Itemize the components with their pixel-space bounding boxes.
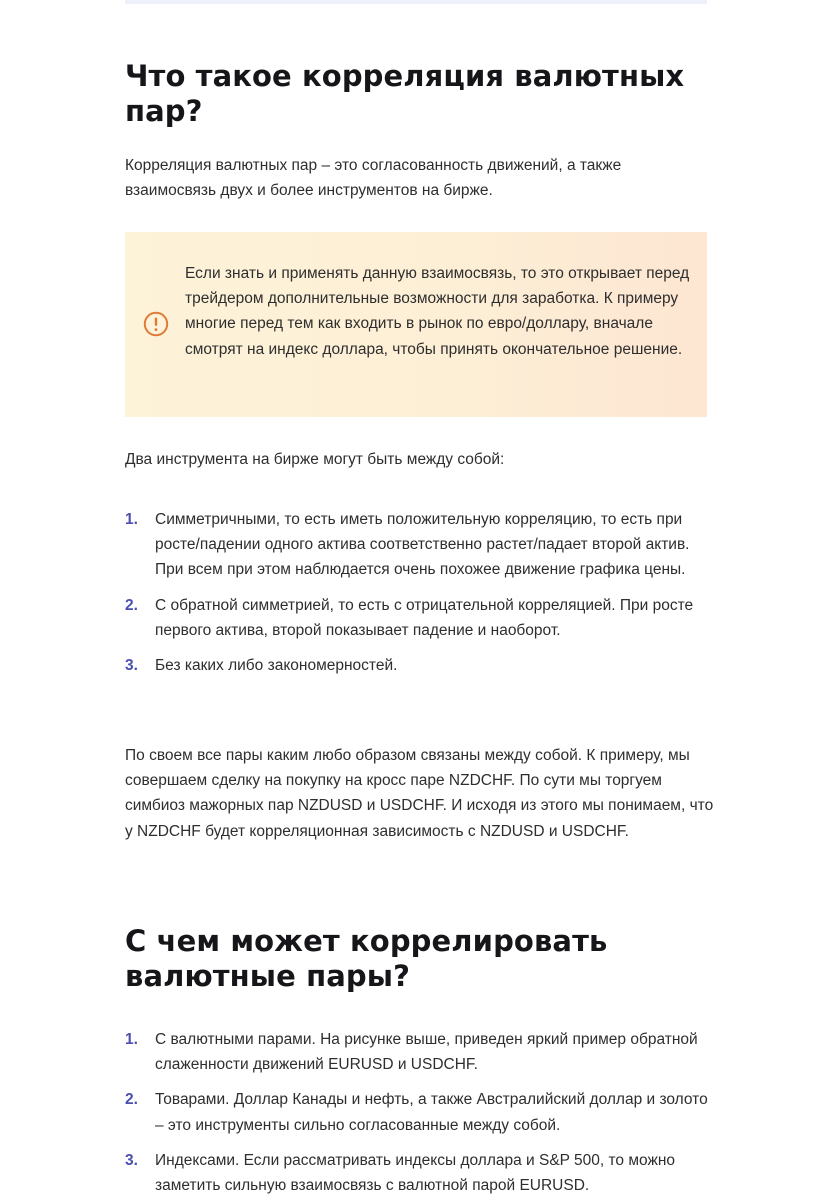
- list-item-number: 3.: [125, 657, 138, 675]
- list-item: [125, 1148, 715, 1198]
- list-item: [125, 1087, 715, 1137]
- conclusion-paragraph: По своем все пары каким любо образом связаны между собой. К примеру, мы совершаем сделку на покупку на кросс паре NZDCHF. По сути мы торгуем симбиоз мажорных пар NZDUSD и USDCHF. И исходя из этого мы понимаем, что у NZDCHF будет корреляционная зависимость с NZDUSD и USDCHF.: [125, 747, 714, 840]
- list-item-text: С обратной симметрией, то есть с отрицательной корреляцией. При росте первого актива, второй показывает падение и наоборот.: [155, 596, 694, 639]
- list-item: [125, 1027, 715, 1077]
- exclamation-circle-icon: [143, 311, 165, 333]
- list-item: [125, 507, 715, 583]
- note-text: Если знать и применять данную взаимосвязь, то это открывает перед трейдером дополнительные возможности для заработка. К примеру многие перед тем как входить в рынок по евро/доллару, вначале смотрят на индекс доллара, чтобы принять окончательное решение.: [185, 265, 690, 358]
- correlation-types-list: [125, 507, 715, 678]
- section-heading-correlation: Что такое корреляция валютных пар?: [125, 59, 685, 128]
- list-item-text: Товарами. Доллар Канады и нефть, а также Австралийский доллар и золото – это инструменты сильно согласованные между собой.: [155, 1091, 708, 1134]
- list-item-number: 2.: [125, 596, 138, 614]
- correlate-with-list: [125, 1027, 715, 1198]
- list-item-number: 1.: [125, 1031, 138, 1048]
- intro-paragraph: Корреляция валютных пар – это согласованность движений, а также взаимосвязь двух и более инструментов на бирже.: [125, 157, 622, 200]
- top-divider-strip: [125, 0, 707, 4]
- list-item-text: Без каких либо закономерностей.: [155, 657, 398, 675]
- list-item-text: Симметричными, то есть иметь положительную корреляцию, то есть при росте/падении одного актива соответственно растет/падает второй актив. При всем при этом наблюдается очень похожее движение графика цены.: [155, 511, 690, 579]
- note-callout: [125, 232, 707, 417]
- list-intro: Два инструмента на бирже могут быть между собой:: [125, 451, 505, 468]
- list-item-number: 2.: [125, 1091, 138, 1109]
- list-item-text: Индексами. Если рассматривать индексы доллара и S&P 500, то можно заметить сильную взаимосвязь с валютной парой EURUSD.: [155, 1151, 676, 1195]
- list-item-number: 1.: [125, 511, 138, 528]
- section-heading-correlate-with: С чем может коррелировать валютные пары?: [125, 924, 608, 993]
- list-item: [125, 653, 715, 678]
- list-item-text: С валютными парами. На рисунке выше, приведен яркий пример обратной слаженности движений EURUSD и USDCHF.: [155, 1031, 698, 1074]
- list-item-number: 3.: [125, 1151, 138, 1169]
- list-item: [125, 593, 715, 643]
